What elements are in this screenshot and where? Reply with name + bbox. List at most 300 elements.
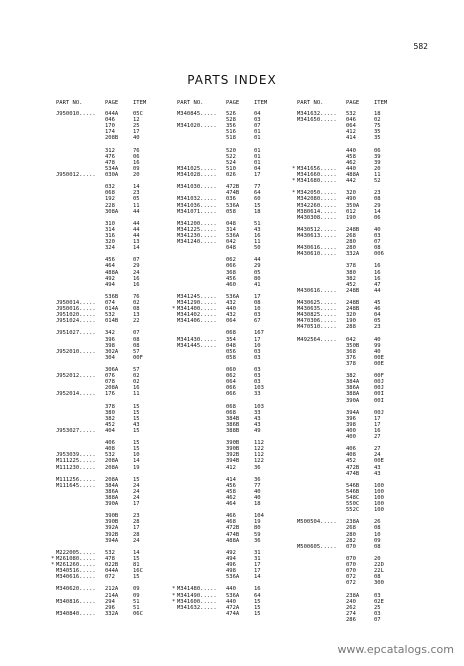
- item-ref: 12: [133, 117, 140, 124]
- item-ref: 22D: [374, 562, 384, 569]
- item-ref: 00I: [374, 391, 384, 398]
- page-ref: 468: [226, 519, 236, 526]
- item-ref: 23: [374, 324, 381, 331]
- item-ref: 77: [254, 184, 261, 191]
- part-number: J950012.....: [56, 172, 96, 179]
- item-ref: 52: [374, 178, 381, 185]
- item-ref: 29: [254, 263, 261, 270]
- item-ref: 100: [374, 495, 384, 501]
- item-ref: 01: [254, 153, 261, 160]
- page-ref: 488A: [105, 269, 119, 276]
- item-ref: 11: [374, 172, 381, 179]
- part-number: J950016.....: [56, 306, 96, 313]
- page-ref: 432: [226, 312, 236, 319]
- item-ref: 15: [133, 409, 140, 416]
- item-ref: 02: [133, 373, 140, 380]
- item-ref: 13: [133, 312, 140, 319]
- item-ref: 07: [374, 616, 381, 623]
- page-ref: 262: [346, 604, 356, 611]
- item-ref: 14: [133, 458, 140, 465]
- item-ref: 03: [254, 348, 261, 355]
- page-ref: 494: [105, 281, 115, 288]
- item-ref: 13: [133, 239, 140, 246]
- page-ref: 240: [346, 598, 356, 605]
- page-ref: 522: [226, 153, 236, 160]
- item-ref: 00F: [374, 373, 384, 380]
- page-ref: 440: [226, 598, 236, 605]
- part-number: J951020.....: [56, 312, 96, 319]
- item-ref: 16: [374, 263, 381, 270]
- page-ref: 390B: [105, 519, 119, 526]
- page-ref: 056: [226, 348, 236, 355]
- item-ref: 300: [374, 580, 384, 587]
- page-ref: 536A: [226, 574, 240, 581]
- page-ref: 046: [105, 117, 115, 124]
- page-ref: 376: [346, 354, 356, 361]
- part-number: M430616.....: [297, 287, 337, 294]
- page-ref: 546B: [346, 482, 360, 489]
- item-ref: 15: [133, 446, 140, 453]
- part-number: [177, 391, 226, 397]
- part-number: [56, 538, 105, 544]
- part-number: M341445.....: [177, 342, 217, 349]
- page-ref: 074: [105, 300, 115, 306]
- page-ref: 414: [226, 476, 236, 483]
- part-number: [177, 538, 226, 544]
- item-ref: 15: [254, 598, 261, 605]
- part-number: M340816.....: [56, 598, 96, 605]
- item-ref: 07: [133, 257, 140, 264]
- new-part-marker: *: [51, 562, 55, 569]
- item-ref: 28: [133, 531, 140, 538]
- item-ref: 14: [254, 574, 261, 581]
- item-ref: 11: [254, 239, 261, 246]
- item-ref: 112: [254, 452, 264, 459]
- page-ref: 062: [226, 373, 236, 380]
- page-ref: 474B: [226, 190, 240, 197]
- page-ref: 280: [346, 245, 356, 252]
- item-ref: 06C: [133, 610, 143, 617]
- new-part-marker: *: [172, 586, 176, 593]
- new-part-marker: *: [172, 306, 176, 313]
- page-ref: 350B: [346, 342, 360, 349]
- item-ref: 20: [374, 165, 381, 172]
- page-ref: 452: [346, 281, 356, 288]
- page-ref: 440: [346, 147, 356, 154]
- item-ref: 14: [133, 184, 140, 191]
- part-number: M341071.....: [177, 208, 217, 215]
- part-number: M430825.....: [297, 312, 337, 319]
- page-ref: 312: [105, 147, 115, 154]
- part-number: M500605.....: [297, 543, 337, 550]
- page-ref: 274: [346, 610, 356, 617]
- item-ref: 16: [133, 385, 140, 392]
- part-number: M341402.....: [177, 312, 217, 319]
- page-ref: 214A: [105, 592, 119, 599]
- part-number: M341632.....: [297, 111, 337, 118]
- page-ref: 208A: [105, 476, 119, 483]
- item-ref: 14: [374, 208, 381, 215]
- item-ref: 40: [374, 348, 381, 355]
- item-ref: 64: [254, 592, 261, 599]
- page-ref: 382: [105, 415, 115, 422]
- item-ref: 100: [374, 501, 384, 508]
- item-ref: 04: [254, 111, 261, 118]
- page-ref: 248B: [346, 300, 360, 306]
- item-ref: 08: [374, 543, 381, 550]
- page-ref: 378: [346, 263, 356, 270]
- part-number: M430613.....: [297, 232, 337, 239]
- item-ref: 16: [254, 586, 261, 593]
- item-ref: 31: [254, 555, 261, 562]
- page-ref: 314: [105, 226, 115, 233]
- part-number: M500504.....: [297, 519, 337, 526]
- item-ref: 01: [254, 147, 261, 154]
- item-ref: 02: [133, 379, 140, 386]
- page-ref: 390A: [105, 501, 119, 508]
- page-ref: 048: [226, 245, 236, 252]
- page-ref: 060: [226, 367, 236, 374]
- part-number: M341225.....: [177, 226, 217, 233]
- item-ref: 50: [254, 245, 261, 252]
- part-number: M342050.....: [297, 190, 337, 197]
- page-ref: 308A: [105, 208, 119, 215]
- page-ref: 064: [346, 123, 356, 130]
- item-ref: 39: [374, 159, 381, 166]
- part-number: [56, 282, 105, 288]
- page-ref: 442: [346, 178, 356, 185]
- item-ref: 15: [133, 476, 140, 483]
- page-ref: 294: [105, 598, 115, 605]
- item-ref: 26: [374, 519, 381, 526]
- item-ref: 15: [133, 555, 140, 562]
- part-number: M341032.....: [177, 196, 217, 203]
- item-ref: 16: [374, 269, 381, 276]
- part-number: M111225.....: [56, 458, 96, 465]
- header-page: PAGE: [105, 100, 119, 106]
- page-title: PARTS INDEX: [187, 73, 277, 87]
- part-number: M341030.....: [177, 184, 217, 191]
- part-number: M222005.....: [56, 549, 96, 556]
- page-ref: 380: [346, 269, 356, 276]
- page-ref: 356: [226, 123, 236, 130]
- item-ref: 44: [133, 208, 140, 215]
- item-ref: 05: [374, 318, 381, 325]
- page-ref: 332A: [105, 610, 119, 617]
- item-ref: 14: [133, 245, 140, 252]
- item-ref: 45: [374, 300, 381, 306]
- page-ref: 464: [226, 501, 236, 508]
- part-number: M341656.....: [297, 165, 337, 172]
- part-number: M341430.....: [177, 336, 217, 343]
- page-ref: 036: [226, 196, 236, 203]
- page-ref: 208A: [105, 385, 119, 392]
- part-number: M430635.....: [297, 306, 337, 313]
- page-ref: 070: [346, 568, 356, 575]
- part-number: M341632.....: [177, 604, 217, 611]
- page-ref: 472B: [226, 184, 240, 191]
- page-ref: 394A: [346, 409, 360, 416]
- page-ref: 026: [226, 172, 236, 179]
- part-number: [177, 611, 226, 617]
- item-ref: 40: [254, 495, 261, 501]
- header-part-no: PART NO.: [56, 100, 83, 106]
- part-number: [297, 434, 346, 440]
- page-ref: 302A: [105, 348, 119, 355]
- part-number: M340845.....: [177, 111, 217, 118]
- part-number: M430616.....: [297, 245, 337, 252]
- item-ref: 11: [133, 391, 140, 398]
- item-ref: 16: [133, 281, 140, 288]
- page-ref: 536A: [226, 202, 240, 209]
- page-ref: 526: [226, 111, 236, 118]
- item-ref: 10: [374, 531, 381, 538]
- page-ref: 306A: [105, 367, 119, 374]
- index-row: [172, 611, 302, 617]
- page-ref: 474B: [226, 531, 240, 538]
- part-number: [177, 282, 226, 288]
- part-number: M341036.....: [177, 202, 217, 209]
- item-ref: 112: [254, 440, 264, 447]
- item-ref: 18: [254, 501, 261, 508]
- page-ref: 382: [346, 275, 356, 282]
- page-ref: 536B: [105, 293, 119, 300]
- page-ref: 316: [105, 232, 115, 239]
- page-ref: 048: [226, 220, 236, 227]
- item-ref: 03: [254, 379, 261, 386]
- new-part-marker: *: [292, 178, 296, 185]
- item-ref: 60: [254, 196, 261, 203]
- page-ref: 070: [346, 562, 356, 569]
- page-ref: 400: [346, 427, 356, 434]
- item-ref: 09: [133, 586, 140, 593]
- page-ref: 208B: [105, 135, 119, 142]
- page-ref: 320: [346, 312, 356, 319]
- page-ref: 064: [226, 379, 236, 386]
- item-ref: 15: [133, 403, 140, 410]
- item-ref: 43: [254, 421, 261, 428]
- page-ref: 462: [346, 159, 356, 166]
- page-ref: 062: [226, 257, 236, 264]
- item-ref: 67: [254, 318, 261, 325]
- page-ref: 392A: [105, 525, 119, 532]
- item-ref: 16: [133, 159, 140, 166]
- item-ref: 14: [133, 549, 140, 556]
- page-ref: 248B: [346, 306, 360, 313]
- part-number: M341290.....: [177, 300, 217, 306]
- part-number: M341230.....: [177, 232, 217, 239]
- item-ref: 02: [374, 117, 381, 124]
- part-number: M341660.....: [297, 172, 337, 179]
- item-ref: 17: [254, 293, 261, 300]
- item-ref: 04: [374, 312, 381, 319]
- page-ref: 070: [346, 555, 356, 562]
- item-ref: 10: [254, 306, 261, 313]
- part-number: [56, 355, 105, 361]
- page-ref: 378: [105, 403, 115, 410]
- page-ref: 548C: [346, 495, 360, 501]
- part-number: [177, 135, 226, 141]
- page-ref: 332A: [346, 251, 360, 258]
- item-ref: 23: [133, 513, 140, 520]
- part-number: [56, 245, 105, 251]
- page-ref: 068: [226, 330, 236, 337]
- item-ref: 03: [374, 610, 381, 617]
- item-ref: 28: [133, 519, 140, 526]
- page-ref: 458: [346, 153, 356, 160]
- index-row: [51, 611, 181, 617]
- page-ref: 394B: [226, 458, 240, 465]
- page-ref: 304: [105, 354, 115, 361]
- item-ref: 15: [133, 427, 140, 434]
- page-ref: 440: [226, 586, 236, 593]
- page-ref: 078: [105, 379, 115, 386]
- item-ref: 100: [374, 482, 384, 489]
- page-ref: 396: [346, 415, 356, 422]
- page-ref: 192: [105, 196, 115, 203]
- part-number: [297, 580, 346, 586]
- page-ref: 048: [226, 342, 236, 349]
- part-number: [177, 501, 226, 507]
- page-ref: 388B: [226, 427, 240, 434]
- new-part-marker: *: [172, 592, 176, 599]
- page-ref: 492: [105, 275, 115, 282]
- page-ref: 044A: [105, 111, 119, 118]
- page-ref: 248B: [346, 226, 360, 233]
- item-ref: 03: [374, 232, 381, 239]
- item-ref: 05: [133, 196, 140, 203]
- item-ref: 07: [133, 330, 140, 337]
- item-ref: 08: [374, 525, 381, 532]
- page-ref: 456: [105, 257, 115, 264]
- part-number: [177, 465, 226, 471]
- page-ref: 478: [105, 555, 115, 562]
- page-ref: 384B: [226, 415, 240, 422]
- page-ref: 282: [346, 537, 356, 544]
- page-ref: 388A: [346, 391, 360, 398]
- part-number: M380614.....: [297, 208, 337, 215]
- page-ref: 350A: [346, 202, 360, 209]
- item-ref: 39: [374, 153, 381, 160]
- page-ref: 472B: [346, 464, 360, 471]
- page-ref: 536A: [226, 592, 240, 599]
- item-ref: 11: [133, 202, 140, 209]
- item-ref: 17: [254, 172, 261, 179]
- part-number: [297, 617, 346, 623]
- part-number: J950010.....: [56, 111, 96, 118]
- part-number: [177, 574, 226, 580]
- new-part-marker: *: [51, 555, 55, 562]
- column-header: [51, 100, 181, 106]
- item-ref: 08: [133, 342, 140, 349]
- page-ref: 268: [346, 232, 356, 239]
- page-ref: 320: [105, 239, 115, 246]
- item-ref: 01: [254, 135, 261, 142]
- page-ref: 208A: [105, 458, 119, 465]
- item-ref: 64: [254, 190, 261, 197]
- item-ref: 05: [254, 269, 261, 276]
- page-ref: 452: [346, 458, 356, 465]
- page-ref: 458: [226, 488, 236, 495]
- page-ref: 462: [226, 495, 236, 501]
- item-ref: 16: [374, 427, 381, 434]
- new-part-marker: *: [172, 598, 176, 605]
- page-ref: 022B: [105, 562, 119, 569]
- page-ref: 552C: [346, 507, 360, 514]
- item-ref: 17: [374, 415, 381, 422]
- page-ref: 440: [346, 165, 356, 172]
- part-number: M341406.....: [177, 318, 217, 325]
- item-ref: 03: [374, 592, 381, 599]
- part-number: [177, 355, 226, 361]
- item-ref: 35: [374, 135, 381, 142]
- item-ref: 16: [254, 232, 261, 239]
- item-ref: 100: [374, 488, 384, 495]
- page-ref: 384A: [105, 482, 119, 489]
- item-ref: 20: [133, 172, 140, 179]
- item-ref: 09: [133, 592, 140, 599]
- page-ref: 228: [105, 202, 115, 209]
- page-ref: 058: [226, 208, 236, 215]
- item-ref: 75: [374, 123, 381, 130]
- part-number: M470510.....: [297, 324, 337, 331]
- page-ref: 392B: [226, 452, 240, 459]
- page-ref: 408: [346, 452, 356, 459]
- part-number: M261260.....: [56, 562, 96, 569]
- page-ref: 320: [346, 190, 356, 197]
- item-ref: 00J: [374, 379, 384, 386]
- page-ref: 342: [105, 330, 115, 337]
- page-ref: 404: [105, 427, 115, 434]
- item-ref: 00J: [374, 409, 384, 416]
- part-number: [56, 135, 105, 141]
- item-ref: 24: [133, 488, 140, 495]
- item-ref: 46: [374, 306, 381, 313]
- page-ref: 068: [226, 403, 236, 410]
- item-ref: 99: [374, 342, 381, 349]
- page-ref: 518: [226, 135, 236, 142]
- item-ref: 01: [254, 129, 261, 136]
- item-ref: 03: [254, 117, 261, 124]
- item-ref: 17: [374, 421, 381, 428]
- page-ref: 524: [226, 159, 236, 166]
- item-ref: 51: [254, 220, 261, 227]
- item-ref: 25: [133, 123, 140, 130]
- item-ref: 18: [374, 111, 381, 118]
- item-ref: 16: [133, 275, 140, 282]
- page-ref: 310: [105, 220, 115, 227]
- item-ref: 51: [133, 604, 140, 611]
- page-ref: 412: [346, 129, 356, 136]
- page-ref: 212A: [105, 586, 119, 593]
- page-ref: 398: [346, 421, 356, 428]
- page-ref: 396: [105, 336, 115, 343]
- page-ref: 452: [105, 421, 115, 428]
- page-ref: 472A: [226, 604, 240, 611]
- page-ref: 012: [346, 208, 356, 215]
- item-ref: 36: [254, 464, 261, 471]
- item-ref: 04: [254, 165, 261, 172]
- index-column-3: [292, 100, 422, 623]
- page-ref: 072: [346, 580, 356, 587]
- page-ref: 030A: [105, 172, 119, 179]
- page-ref: 014A: [105, 306, 119, 313]
- item-ref: 17: [133, 129, 140, 136]
- page-ref: 432: [226, 300, 236, 306]
- page-ref: 440: [226, 306, 236, 313]
- item-ref: 80: [254, 525, 261, 532]
- part-number: M340616.....: [56, 574, 96, 581]
